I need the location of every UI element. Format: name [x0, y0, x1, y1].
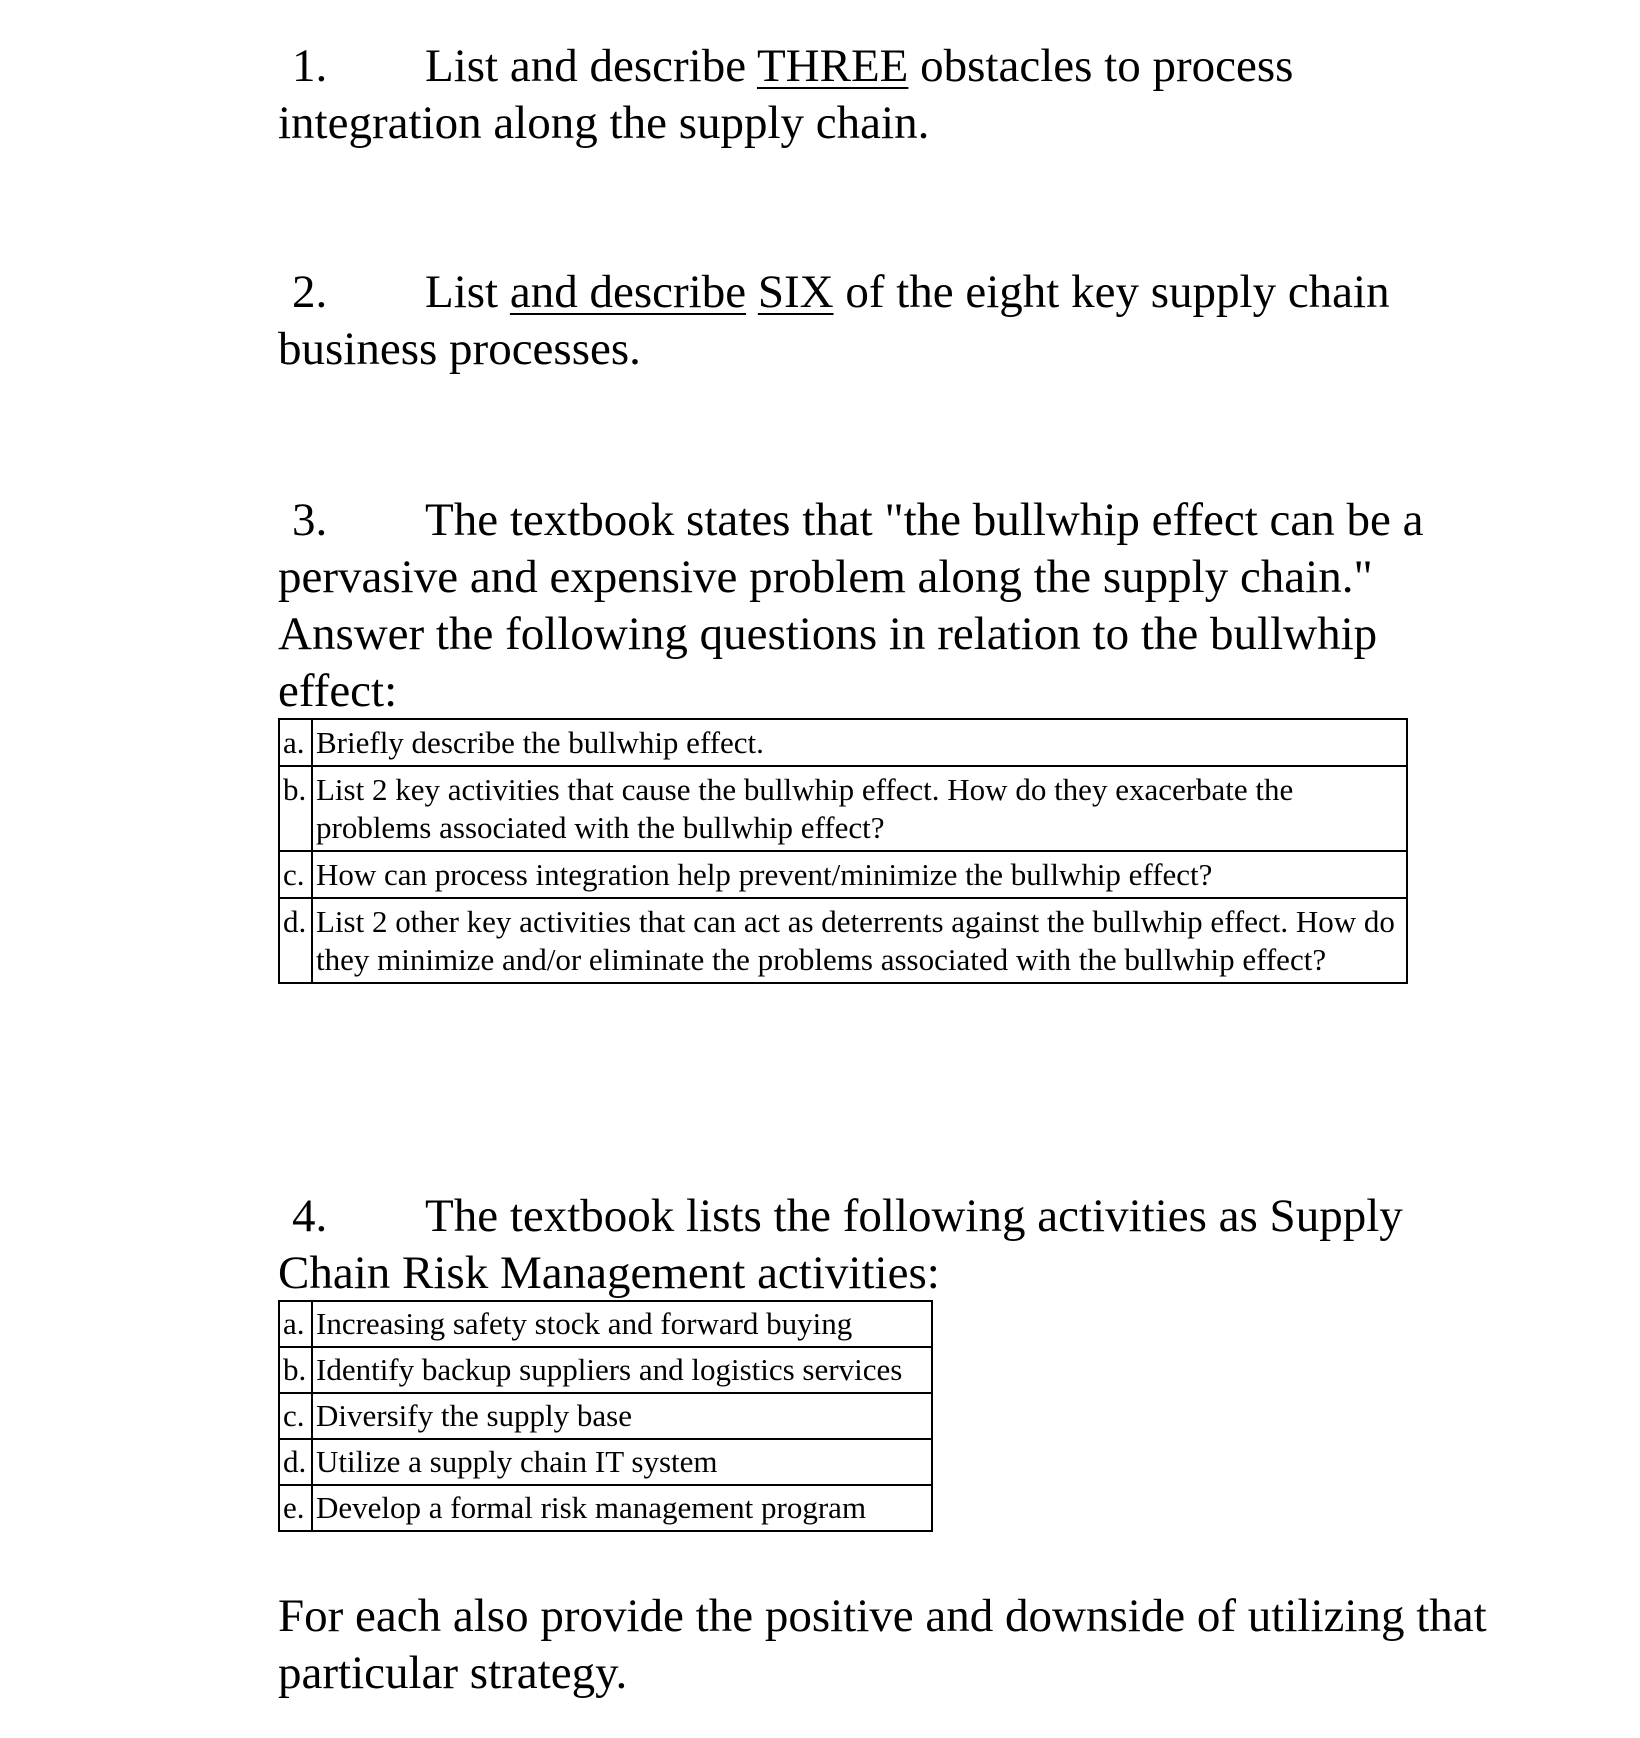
question-text-end: obstacles to process integration along the supply chain.: [278, 40, 1294, 149]
item-letter: a.: [279, 1301, 312, 1347]
question-text-start: List and describe: [425, 40, 757, 92]
question-4: [278, 1188, 1508, 1302]
item-letter: c.: [279, 851, 312, 898]
item-letter: b.: [279, 1347, 312, 1393]
table-row: [279, 1439, 932, 1485]
item-letter: e.: [279, 1485, 312, 1531]
table-row: [279, 1485, 932, 1531]
item-text: Identify backup suppliers and logistics services: [312, 1347, 932, 1393]
item-letter: b.: [279, 766, 312, 851]
emphasis-underlined: and describe: [509, 266, 747, 318]
question-3: [278, 492, 1478, 720]
bullwhip-subquestions-table: [278, 718, 1408, 984]
emphasis-underlined: THREE: [756, 40, 909, 92]
item-text: List 2 key activities that cause the bullwhip effect. How do they exacerbate the problems associated with the bullwhip effect?: [312, 766, 1407, 851]
table-row: [279, 1301, 932, 1347]
question-2: [278, 264, 1508, 378]
table-row: [279, 898, 1407, 983]
table-row: [279, 1347, 932, 1393]
question-1: [278, 38, 1508, 152]
risk-management-activities-table: [278, 1300, 933, 1532]
table-row: [279, 1393, 932, 1439]
question-text-end: of the eight key supply chain business processes.: [278, 266, 1390, 375]
question-number: 3.: [292, 494, 328, 546]
question-text-start: List: [425, 266, 510, 318]
item-text: Utilize a supply chain IT system: [312, 1439, 932, 1485]
item-letter: d.: [279, 898, 312, 983]
question-number: 1.: [292, 40, 328, 92]
item-letter: a.: [279, 719, 312, 766]
question-text: The textbook lists the following activities as Supply Chain Risk Management activities:: [278, 1190, 1403, 1299]
item-text: List 2 other key activities that can act as deterrents against the bullwhip effect. How do they minimize and/or eliminate the problems associated with the bullwhip effect?: [312, 898, 1407, 983]
item-text: Develop a formal risk management program: [312, 1485, 932, 1531]
item-letter: c.: [279, 1393, 312, 1439]
emphasis-underlined: SIX: [757, 266, 834, 318]
item-letter: d.: [279, 1439, 312, 1485]
table-row: [279, 719, 1407, 766]
item-text: Increasing safety stock and forward buying: [312, 1301, 932, 1347]
item-text: How can process integration help prevent/minimize the bullwhip effect?: [312, 851, 1407, 898]
question-number: 4.: [292, 1190, 328, 1242]
question-text-mid: [746, 266, 758, 318]
item-text: Diversify the supply base: [312, 1393, 932, 1439]
table-row: [279, 766, 1407, 851]
item-text: Briefly describe the bullwhip effect.: [312, 719, 1407, 766]
question-text: The textbook states that "the bullwhip effect can be a pervasive and expensive problem along the supply chain." Answer the following questions in relation to the bullwhip effect:: [278, 494, 1424, 717]
question-number: 2.: [292, 266, 328, 318]
table-row: [279, 851, 1407, 898]
closing-instruction: For each also provide the positive and downside of utilizing that particular strategy.: [278, 1590, 1487, 1699]
